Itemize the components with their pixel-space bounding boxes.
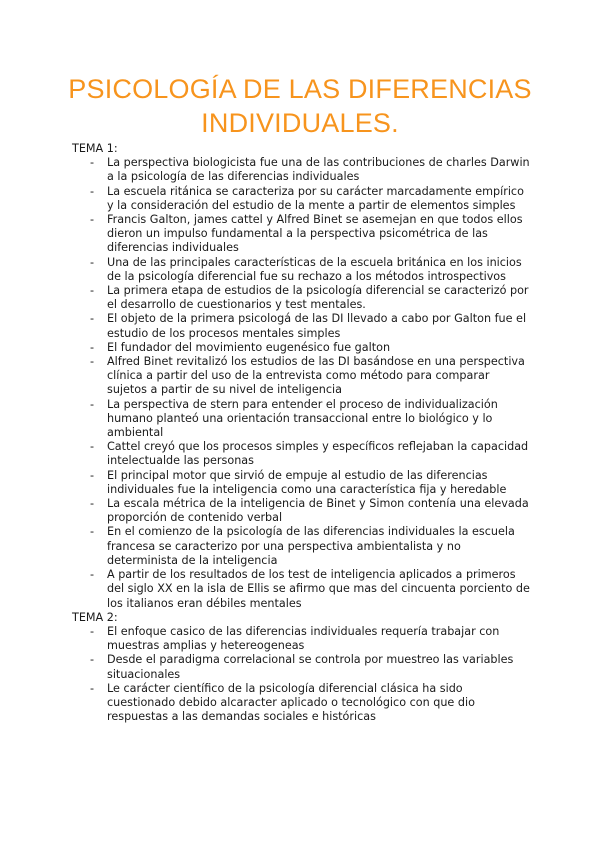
list-item (72, 525, 532, 568)
list-item-text: El fundador del movimiento eugenésico fue galton (107, 340, 391, 354)
list-item-text: En el comienzo de la psicología de las diferencias individuales la escuela francesa se caracterizo por una perspectiva ambientalista y no determinista de la inteligencia (107, 525, 515, 567)
list-item-text: Alfred Binet revitalizó los estudios de las DI basándose en una perspectiva clínica a partir del uso de la entrevista como método para comparar sujetos a partir de su nivel de inteligencia (107, 355, 525, 397)
title-line-2: INDIVIDUALES. (201, 108, 399, 138)
list-item (72, 398, 532, 441)
list-item (72, 156, 532, 184)
list-item-text: El principal motor que sirvió de empuje al estudio de las diferencias individuales fue la inteligencia como una característica fija y heredable (107, 468, 507, 496)
title-line-1: PSICOLOGÍA DE LAS DIFERENCIAS (68, 74, 532, 104)
dash-marker: - (90, 355, 95, 369)
list-item-text: Francis Galton, james cattel y Alfred Binet se asemejan en que todos ellos dieron un impulso fundamental a la perspectiva psicométrica de las diferencias individuales (107, 213, 523, 255)
bullet-list (72, 156, 532, 611)
list-item-text: Desde el paradigma correlacional se controla por muestreo las variables situacionales (107, 653, 514, 681)
page-title (40, 72, 560, 140)
list-item (72, 497, 532, 525)
dash-marker: - (90, 440, 95, 454)
list-item-text: La escala métrica de la inteligencia de Binet y Simon contenía una elevada proporción de contenido verbal (107, 497, 529, 525)
list-item-text: La perspectiva de stern para entender el proceso de individualización humano planteó una orientación transaccional entre lo biológico y lo ambiental (107, 397, 498, 440)
list-item (72, 355, 532, 398)
dash-marker: - (90, 397, 95, 411)
list-item (72, 469, 532, 497)
list-item (72, 256, 532, 284)
list-item-text: El enfoque casico de las diferencias individuales requería trabajar con muestras amplias y hetereogeneas (107, 624, 500, 653)
dash-marker: - (90, 468, 95, 482)
dash-marker: - (90, 156, 95, 170)
list-item-text: La primera etapa de estudios de la psicología diferencial se caracterizó por el desarrollo de cuestionarios y test mentales. (107, 284, 529, 312)
list-item-text: La escuela ritánica se caracteriza por su carácter marcadamente empírico y la consideración del estudio de la mente a partir de elementos simples (107, 184, 524, 212)
list-item-text: Una de las principales características de la escuela británica en los inicios de la psicología diferencial fue su rechazo a los métodos introspectivos (107, 255, 522, 283)
section-heading: TEMA 1: (72, 142, 118, 155)
list-item (72, 653, 532, 681)
list-item (72, 284, 532, 312)
dash-marker: - (90, 653, 95, 667)
document-body (72, 142, 532, 724)
section-heading: TEMA 2: (72, 610, 118, 624)
list-item (72, 341, 532, 355)
list-item-text: La perspectiva biologicista fue una de las contribuciones de charles Darwin a la psicología de las diferencias individuales (107, 156, 530, 184)
list-item (72, 625, 532, 653)
dash-marker: - (90, 568, 95, 582)
list-item-text: El objeto de la primera psicologá de las DI llevado a cabo por Galton fue el estudio de los procesos mentales simples (107, 312, 527, 340)
dash-marker: - (90, 184, 95, 198)
list-item (72, 185, 532, 213)
list-item-text: A partir de los resultados de los test de inteligencia aplicados a primeros del siglo XX en la isla de Ellis se afirmo que mas del cincuenta porciento de los italianos eran débiles mentales (107, 568, 530, 610)
list-item-text: Cattel creyó que los procesos simples y específicos reflejaban la capacidad intelectualde las personas (107, 440, 529, 468)
dash-marker: - (90, 255, 95, 269)
list-item (72, 682, 532, 725)
bullet-list (72, 625, 532, 724)
list-item (72, 568, 532, 611)
dash-marker: - (90, 312, 95, 326)
dash-marker: - (90, 340, 95, 354)
dash-marker: - (90, 681, 95, 695)
dash-marker: - (90, 525, 95, 539)
list-item (72, 213, 532, 256)
dash-marker: - (90, 497, 95, 511)
dash-marker: - (90, 624, 95, 638)
list-item (72, 440, 532, 468)
dash-marker: - (90, 213, 95, 227)
dash-marker: - (90, 284, 95, 298)
list-item (72, 312, 532, 340)
list-item-text: Le carácter científico de la psicología diferencial clásica ha sido cuestionado debido alcaracter aplicado o tecnológico con que dio respuestas a las demandas sociales e históricas (107, 681, 475, 724)
